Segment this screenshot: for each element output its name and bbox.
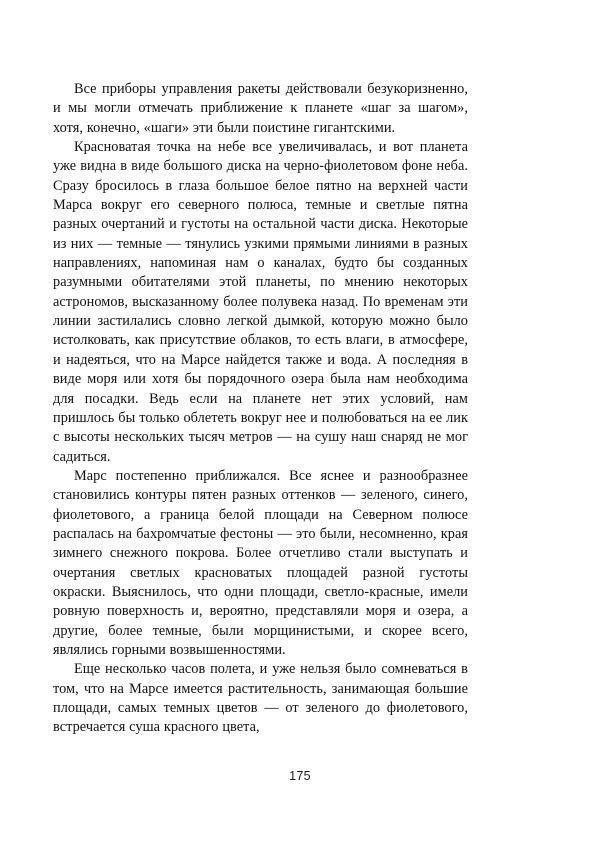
body-text-column (53, 80, 468, 738)
paragraph: Все приборы управления ракеты действовали безукоризненно, и мы могли отмечать приближение к планете «шаг за шагом», хотя, конечно, «шаги» эти были поистине гигантскими. (53, 81, 468, 136)
page-number: 175 (289, 769, 311, 783)
paragraph: Еще несколько часов полета, и уже нельзя было сомневаться в том, что на Марсе имеется растительность, занимающая большие площади, самых темных цветов — от зеленого до фиолетового, встречается суша красного цвета, (53, 661, 468, 736)
paragraph: Красноватая точка на небе все увеличивалась, и вот планета уже видна в виде большого диска на черно-фиолетовом фоне неба. Сразу бросилось в глаза большое белое пятно на верхней части Марса вокруг его северного полюса, темные и светлые пятна разных очертаний и густоты на остальной части диска. Некоторые из них — темные — тянулись узкими прямыми линиями в разных направлениях, напоминая нам о каналах, будто бы созданных разумными обитателями этой планеты, по мнению некоторых астрономов, высказанному более полувека назад. По временам эти линии застилались словно легкой дымкой, которую можно было истолковать, как присутствие облаков, то есть влаги, в атмосфере, и надеяться, что на Марсе найдется также и вода. А последняя в виде моря или хотя бы порядочного озера была нам необходима для посадки. Ведь если на планете нет этих условий, нам пришлось бы только облететь вокруг нее и полюбоваться на ее лик с высоты нескольких тысяч метров — на сушу наш снаряд не мог садиться. (53, 139, 468, 465)
paragraph: Марс постепенно приближался. Все яснее и разнообразнее становились контуры пятен разных оттенков — зеленого, синего, фиолетового, а граница белой площади на Северном полюсе распалась на бахромчатые фестоны — это были, несомненно, края зимнего снежного покрова. Более отчетливо стали выступать и очертания светлых красноватых площадей разной густоты окраски. Выяснилось, что одни площади, светло-красные, имели ровную поверхность и, вероятно, представляли моря и озера, а другие, более темные, были морщинистыми, и скорее всего, являлись горными возвышенностями. (53, 467, 468, 658)
